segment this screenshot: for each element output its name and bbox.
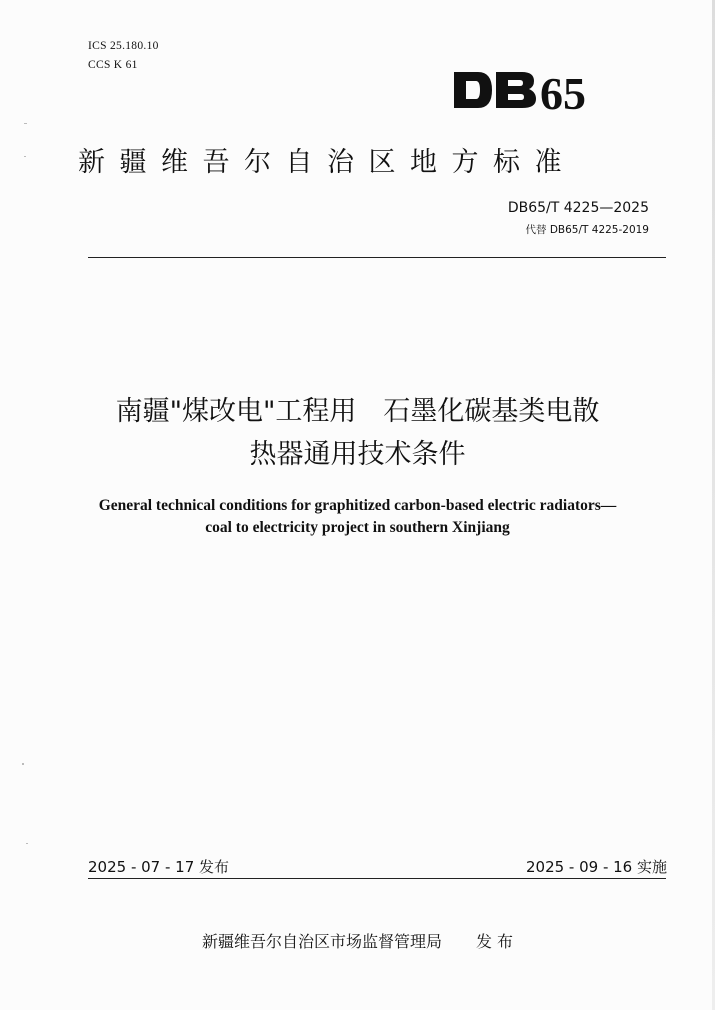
ics-code: ICS 25.180.10 <box>88 40 159 52</box>
classification-codes <box>88 37 159 75</box>
scan-speck <box>24 156 26 157</box>
chinese-title-line-1: 南疆"煤改电"工程用 石墨化碳基类电散 <box>115 396 600 427</box>
chinese-title-line-2: 热器通用技术条件 <box>249 439 466 470</box>
issuer-action: 发 布 <box>475 932 514 951</box>
english-title-line-2: coal to electricity project in southern Xinjiang <box>205 519 510 536</box>
standard-type-heading: 新疆维吾尔自治区地方标准 <box>78 147 576 178</box>
header-divider <box>88 257 666 258</box>
issue-date: 2025 - 07 - 17 发布 <box>88 858 230 876</box>
implementation-date: 2025 - 09 - 16 实施 <box>525 858 667 876</box>
english-title-line-1: General technical conditions for graphitized carbon-based electric radiators— <box>98 497 617 514</box>
svg-text:65: 65 <box>540 68 586 114</box>
ccs-code: CCS K 61 <box>88 59 138 71</box>
scan-speck <box>22 763 24 765</box>
scan-speck <box>26 843 28 844</box>
db65-logo <box>452 66 614 114</box>
footer-divider <box>88 878 666 879</box>
scan-speck <box>24 123 27 124</box>
replaced-standard: 代替 DB65/T 4225-2019 <box>525 224 649 236</box>
issuing-authority <box>0 929 715 952</box>
standard-number: DB65/T 4225—2025 <box>507 200 649 216</box>
issuer-name: 新疆维吾尔自治区市场监督管理局 <box>201 932 442 951</box>
